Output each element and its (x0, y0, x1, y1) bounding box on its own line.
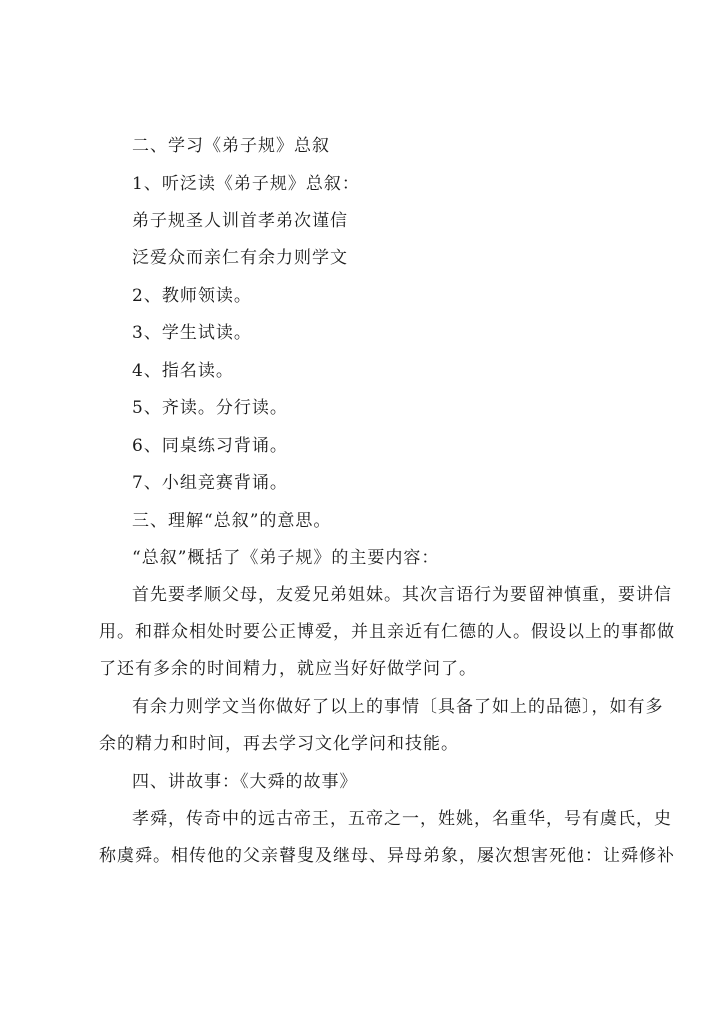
paragraph (99, 689, 690, 763)
paragraph-line: 孝舜，传奇中的远古帝王，五帝之一，姓姚，名重华，号有虞氏，史 (132, 809, 672, 829)
list-item: 6、同桌练习背诵。 (132, 436, 288, 456)
section-heading-3: 三、理解“总叙”的意思。 (132, 511, 332, 531)
list-item: 3、学生试读。 (132, 323, 252, 343)
list-item: 1、听泛读《弟子规》总叙： (132, 174, 360, 194)
list-item: 5、齐读。分行读。 (132, 398, 288, 418)
paragraph-line: 用。和群众相处时要公正博爱，并且亲近有仁德的人。假设以上的事都做 (99, 622, 675, 642)
paragraph-line: 了还有多余的时间精力，就应当好好做学问了。 (99, 659, 477, 679)
verse-line: 弟子规圣人训首孝弟次谨信 (132, 211, 348, 231)
section-heading-2: 二、学习《弟子规》总叙 (132, 136, 330, 156)
paragraph-line: 称虞舜。相传他的父亲瞽叟及继母、异母弟象，屡次想害死他：让舜修补 (99, 846, 675, 866)
paragraph-line: 首先要孝顺父母，友爱兄弟姐妹。其次言语行为要留神慎重，要讲信 (132, 585, 672, 605)
paragraph (99, 801, 690, 875)
verse-line: 泛爱众而亲仁有余力则学文 (132, 248, 348, 268)
paragraph (99, 577, 690, 688)
section-heading-4: 四、讲故事：《大舜的故事》 (132, 772, 358, 792)
paragraph-line: 有余力则学文当你做好了以上的事情〔具备了如上的品德〕，如有多 (132, 697, 664, 717)
paragraph-line: 余的精力和时间，再去学习文化学问和技能。 (99, 734, 459, 754)
paragraph-intro: “总叙”概括了《弟子规》的主要内容： (132, 548, 440, 568)
list-item: 2、教师领读。 (132, 286, 252, 306)
list-item: 7、小组竞赛背诵。 (132, 473, 288, 493)
list-item: 4、指名读。 (132, 361, 234, 381)
